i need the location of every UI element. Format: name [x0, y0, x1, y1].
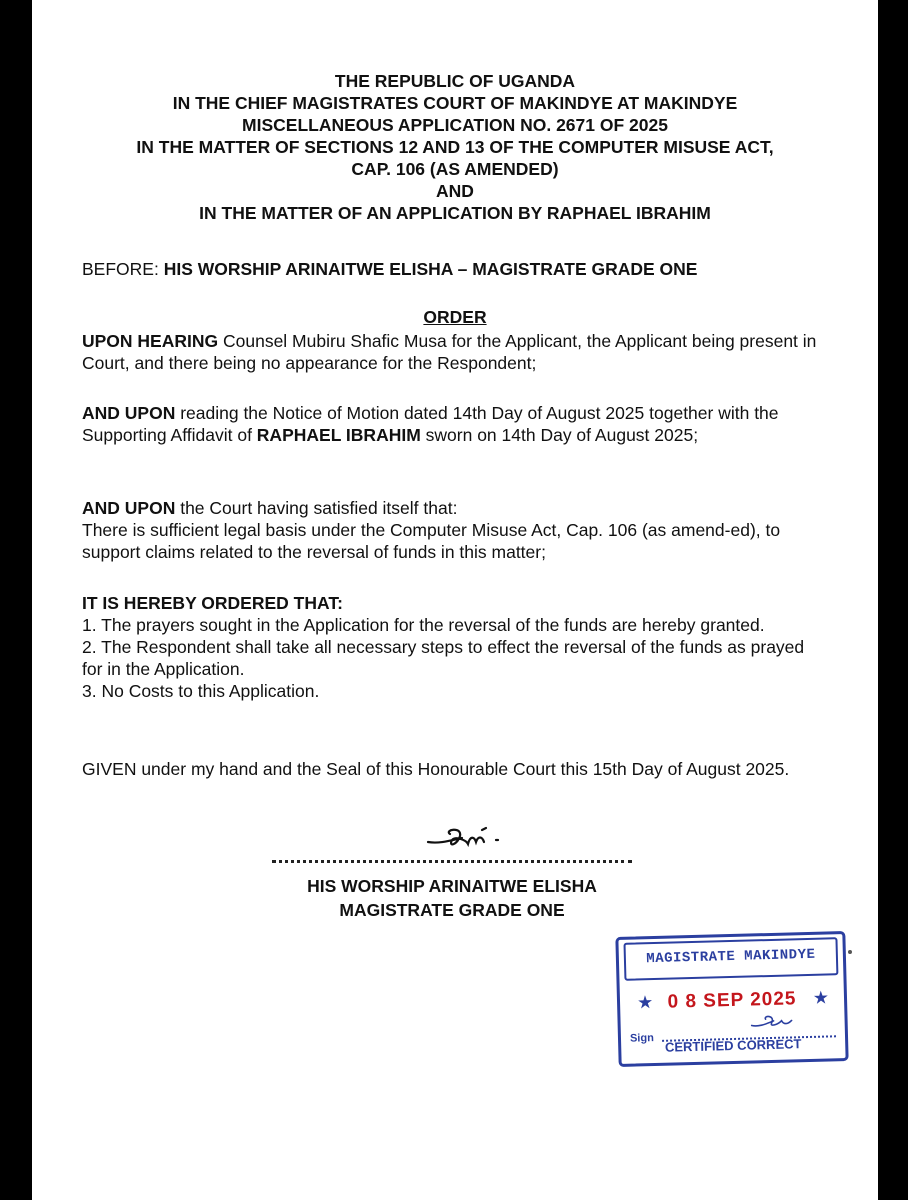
header-line-matter-applicant: IN THE MATTER OF AN APPLICATION BY RAPHAEL IBRAHIM — [199, 203, 711, 223]
upon-hearing-paragraph — [82, 330, 822, 374]
stamp-initials-signature — [749, 1012, 799, 1031]
stamp-sign-label: Sign — [629, 1032, 654, 1045]
upon-hearing-lead: UPON HEARING — [82, 331, 219, 351]
signatory-name: HIS WORSHIP ARINAITWE ELISHA — [307, 876, 597, 896]
given-paragraph: GIVEN under my hand and the Seal of this Honourable Court this 15th Day of August 2025. — [82, 759, 790, 779]
applicant-name: RAPHAEL IBRAHIM — [256, 425, 421, 445]
star-icon: ★ — [812, 987, 830, 1008]
document-page — [32, 0, 878, 1200]
order-item-1: 1. The prayers sought in the Application for the reversal of the funds are hereby granted. — [82, 615, 765, 635]
legal-basis-text: There is sufficient legal basis under the Computer Misuse Act, Cap. 106 (as amend-ed), to support claims related to the reversal of funds in this matter; — [82, 520, 781, 562]
speck-mark — [848, 950, 852, 954]
and-upon-court-lead: AND UPON — [82, 498, 176, 518]
before-name: HIS WORSHIP ARINAITWE ELISHA – MAGISTRATE GRADE ONE — [163, 259, 698, 279]
and-upon-court-text: the Court having satisfied itself that: — [175, 498, 458, 518]
and-upon-reading-text1: reading the Notice of Motion dated 14th Day of August 2025 together with the Supporting Affidavit of — [82, 403, 779, 445]
header-line-matter-act: IN THE MATTER OF SECTIONS 12 AND 13 OF THE COMPUTER MISUSE ACT, — [136, 137, 774, 157]
order-title: ORDER — [423, 307, 487, 327]
star-icon: ★ — [636, 992, 654, 1013]
header-line-court: IN THE CHIEF MAGISTRATES COURT OF MAKINDYE AT MAKINDYE — [172, 93, 738, 113]
court-header — [32, 70, 878, 224]
stamp-date: 0 8 SEP 2025 — [667, 988, 797, 1013]
header-line-and: AND — [436, 181, 474, 201]
and-upon-court-paragraph — [82, 497, 822, 563]
orders-section — [82, 592, 822, 702]
before-label: BEFORE: — [82, 259, 164, 279]
order-item-3: 3. No Costs to this Application. — [82, 681, 320, 701]
header-line-cap: CAP. 106 (AS AMENDED) — [351, 159, 559, 179]
stamp-court-name: MAGISTRATE MAKINDYE — [623, 937, 838, 981]
header-line-application: MISCELLANEOUS APPLICATION NO. 2671 OF 2025 — [242, 115, 668, 135]
signature-line — [272, 852, 632, 863]
orders-heading: IT IS HEREBY ORDERED THAT: — [82, 593, 343, 613]
before-line — [82, 258, 822, 280]
certified-stamp — [615, 931, 848, 1067]
header-line-republic: THE REPUBLIC OF UGANDA — [334, 71, 576, 91]
and-upon-reading-text2: sworn on 14th Day of August 2025; — [420, 425, 699, 445]
and-upon-reading-paragraph — [82, 402, 822, 446]
signatory-title: MAGISTRATE GRADE ONE — [339, 900, 565, 920]
order-item-2: 2. The Respondent shall take all necessary steps to effect the reversal of the funds as prayed for in the Application. — [82, 637, 805, 679]
upon-hearing-text: Counsel Mubiru Shafic Musa for the Applicant, the Applicant being present in Court, and there being no appearance for the Respondent; — [82, 331, 817, 373]
and-upon-reading-lead: AND UPON — [82, 403, 176, 423]
stamp-certified: CERTIFIED CORRECT — [664, 1036, 802, 1055]
